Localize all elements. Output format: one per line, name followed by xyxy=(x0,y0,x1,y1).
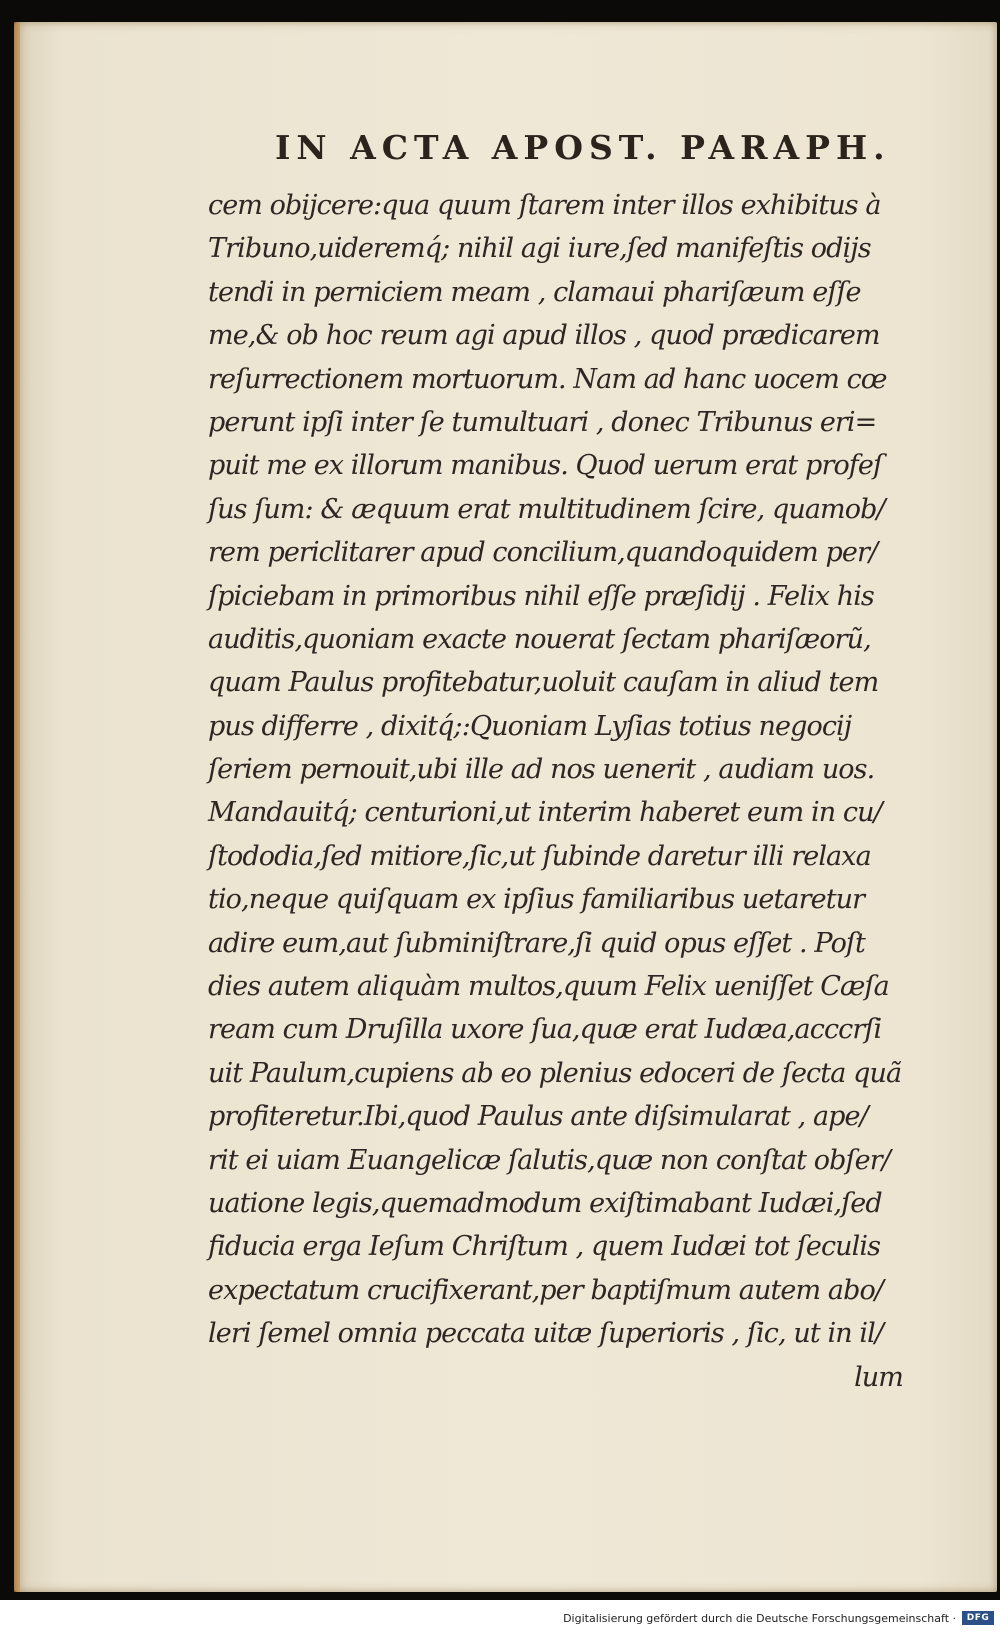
page-edge xyxy=(14,22,20,1592)
text-line: Tribuno,uideremq́; nihil agi iure,ſed manifeſtis odijs xyxy=(208,233,871,265)
dfg-logo: DFG xyxy=(962,1611,994,1625)
text-line: auditis,quoniam exacte nouerat ſectam phariſæorũ, xyxy=(208,623,871,655)
text-line: cem obijcere:qua quum ſtarem inter illos exhibitus à xyxy=(208,190,881,221)
text-line: ſus ſum: & æquum erat multitudinem ſcire, quamob/ xyxy=(208,493,885,525)
text-line: rem periclitarer apud concilium,quandoquidem per/ xyxy=(208,537,878,569)
text-line: pus differre , dixitq́;:Quoniam Lyſias totius negocij xyxy=(208,710,852,742)
text-line: puit me ex illorum manibus. Quod uerum erat profeſ xyxy=(208,450,883,482)
digitization-footer xyxy=(0,1600,1000,1636)
text-line: expectatum crucifixerant,per baptiſmum autem abo/ xyxy=(208,1274,883,1306)
text-line: ſpiciebam in primoribus nihil eſſe præſidij . Felix his xyxy=(208,580,874,612)
text-line: reſurrectionem mortuorum. Nam ad hanc uocem cœ xyxy=(208,363,887,395)
text-line: tendi in perniciem meam , clamaui phariſæum eſſe xyxy=(208,276,861,308)
text-line: perunt ipſi inter ſe tumultuari , donec Tribunus eri= xyxy=(208,406,877,438)
text-line: adire eum,aut ſubminiſtrare,ſi quid opus eſſet . Poſt xyxy=(208,927,865,959)
text-line: profiteretur.Ibi,quod Paulus ante diſsimularat , ape/ xyxy=(208,1101,868,1133)
running-head: IN ACTA APOST. PARAPH. xyxy=(275,128,891,167)
text-line: ſtododia,ſed mitiore,ſic,ut ſubinde daretur illi relaxa xyxy=(208,840,871,872)
text-line: ream cum Druſilla uxore ſua,quæ erat Iudæa,acccrſi xyxy=(208,1014,882,1046)
text-line: Mandauitq́; centurioni,ut interim haberet eum in cu/ xyxy=(208,797,882,829)
text-line: dies autem aliquàm multos,quum Felix ueniſſet Cæſa xyxy=(208,971,889,1003)
text-line: quam Paulus profitebatur,uoluit cauſam in aliud tem xyxy=(208,667,879,699)
text-line: ſeriem pernouit,ubi ille ad nos uenerit , audiam uos. xyxy=(208,754,875,786)
text-line: leri ſemel omnia peccata uitæ ſuperioris , ſic, ut in il/ xyxy=(208,1318,884,1350)
text-line: fiducia erga Ieſum Chriſtum , quem Iudæi tot ſeculis xyxy=(208,1231,881,1263)
funding-credit: Digitalisierung gefördert durch die Deutsche Forschungsgemeinschaft · xyxy=(563,1612,956,1625)
text-line: me,& ob hoc reum agi apud illos , quod prædicarem xyxy=(208,320,880,352)
catchword: lum xyxy=(854,1361,903,1393)
body-text xyxy=(208,184,928,1399)
text-line: tio,neque quiſquam ex ipſius familiaribus uetaretur xyxy=(208,884,865,916)
text-line: uatione legis,quemadmodum exiſtimabant Iudæi,ſed xyxy=(208,1187,882,1219)
text-line: rit ei uiam Euangelicæ ſalutis,quæ non conſtat obſer/ xyxy=(208,1144,890,1176)
text-line: uit Paulum,cupiens ab eo plenius edoceri de ſecta quã xyxy=(208,1057,902,1089)
